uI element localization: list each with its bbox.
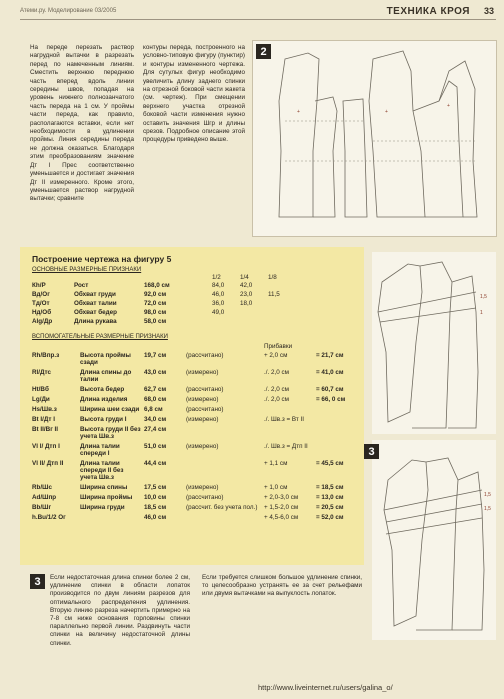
cell-value: 43,0 см	[144, 369, 167, 376]
cell-value: 6,8 см	[144, 406, 163, 413]
svg-text:+: +	[385, 109, 388, 115]
cell-value: 44,4 см	[144, 460, 167, 467]
cell-result: = 41,0 см	[316, 369, 344, 376]
aux-header: Прибавки	[264, 343, 293, 350]
cell-code: Rl/Дтс	[32, 369, 52, 376]
cell-note: (рассчит. без учета пол.)	[186, 504, 258, 511]
figure-front-drawing	[372, 252, 496, 434]
bottom-text-col2: Если требуется слишком большое удлинение спинки, то целесообразно устранять ее за счет рельефами или двумя вытачками на выпуклость лопаток.	[202, 574, 362, 598]
cell-value: 34,0 см	[144, 416, 167, 423]
cell-f1: 84,0	[212, 282, 225, 289]
cell-add: + 4,5-6,0 см	[264, 514, 299, 521]
cell-value: 18,5 см	[144, 504, 167, 511]
cell-code: Ht/Вб	[32, 386, 49, 393]
cell-note: (измерено)	[186, 484, 219, 491]
cell-code: Кh/Р	[32, 282, 46, 289]
cell-result: = 45,5 см	[316, 460, 344, 467]
cell-value: 27,4 см	[144, 426, 167, 433]
cell-code: Vl II/ Дтп II	[32, 460, 64, 467]
svg-text:+: +	[297, 109, 300, 115]
cell-value: 92,0 см	[144, 291, 167, 298]
cell-result: = 52,0 см	[316, 514, 344, 521]
cell-result: = 66, 0 см	[316, 396, 346, 403]
cell-result: = 18,5 см	[316, 484, 344, 491]
cell-note: (измерено)	[186, 443, 219, 450]
page-number: 33	[483, 6, 494, 16]
cell-code: Bt II/Вг II	[32, 426, 59, 433]
cell-value: 62,7 см	[144, 386, 167, 393]
cell-code: Тд/От	[32, 300, 50, 307]
header-publication: Атеми.ру. Моделирование 03/2005	[20, 8, 117, 14]
main-section-title: ОСНОВНЫЕ РАЗМЕРНЫЕ ПРИЗНАКИ	[32, 267, 142, 273]
cell-note: (рассчитано)	[186, 352, 224, 359]
cell-f2: 23,0	[240, 291, 253, 298]
cell-value: 98,0 см	[144, 309, 167, 316]
cell-name: Длина спины до талии	[80, 369, 132, 383]
cell-f3: 11,5	[268, 291, 280, 298]
svg-text:1: 1	[480, 310, 483, 316]
svg-text:1,5: 1,5	[484, 492, 491, 498]
aux-section-title: ВСПОМОГАТЕЛЬНЫЕ РАЗМЕРНЫЕ ПРИЗНАКИ	[32, 334, 168, 340]
svg-text:+: +	[447, 103, 450, 109]
header-rule	[20, 19, 496, 20]
cell-name: Высота груди II без учета Шв.з	[80, 426, 141, 440]
cell-result: = 21,7 см	[316, 352, 344, 359]
section-3-badge: 3	[30, 574, 45, 589]
cell-name: Обхват бедер	[74, 309, 117, 316]
cell-code: Rb/Шс	[32, 484, 52, 491]
cell-code: Hs/Шв.з	[32, 406, 57, 413]
cell-code: Вд/Ог	[32, 291, 50, 298]
cell-name: Обхват груди	[74, 291, 116, 298]
fraction-header: 1/4	[240, 274, 249, 281]
cell-add: + 2,0 см	[264, 352, 288, 359]
cell-code: Ad/Шпр	[32, 494, 57, 501]
cell-f2: 42,0	[240, 282, 253, 289]
cell-result: = 20,5 см	[316, 504, 344, 511]
cell-add: ./. Шв.з = Дтп II	[264, 443, 308, 450]
cell-name: Длина талии спереди II без учета Шв.з	[80, 460, 124, 481]
svg-text:1,5: 1,5	[484, 506, 491, 512]
intro-text-col1: На переде перезать раствор нагрудной вытачки в разрезать перед по намеченным линиям. Сместить верхнюю переднюю часть вперед вдоль линии середины швов, попадая на уровень нижнего полнозанчатого часть переда на 1 см. У проймы части переда, как правило, располагаются вставки, если нет необходимости в удлинении проймы. Линия середины переда не должна оказаться. Благодаря этим преобразованиям значение Дт I Прес соответственно уменьшается и достигает значения Дт II измеренного. Кроме этого, уменьшается раствор нагрудной вытачки; сравните	[30, 44, 134, 203]
cell-name: Ширина шеи сзади	[80, 406, 140, 413]
cell-result: = 13,0 см	[316, 494, 344, 501]
figure-3-number: 3	[364, 444, 379, 459]
bottom-text-col1: Если недостаточная длина спинки более 2 см, удлинение спинки в области лопаток производится по двум линиям разрезов для оптимального распределения удлинения. Вторую линию разреза начертить примерно на 7-8 см ниже основания горловины спинки параллельно первой линии. Раздвинуть части спинки на величину недостаточной длины спинки.	[50, 574, 190, 647]
figure-3-drawing	[372, 440, 496, 640]
intro-text-col2: контуры переда, построенного на условно-типовую фигуру (пунктир) и контуры измененного чертежа. Для сутулых фигур необходимо увеличить длину заднего спинки на отрезной боковой части жакета (см. чертеж). При смещении верхнего участка отрезной боковой части изменения нужно оставить значения Шгр и длины срезов. Подробное описание этой процедуры приведено выше.	[143, 44, 245, 144]
cell-code: h.Bu/1/2 Ог	[32, 514, 66, 521]
cell-add: ./. 2,0 см	[264, 386, 289, 393]
figure-2-drawing	[253, 41, 496, 236]
cell-add: ./. Шв.з = Вт II	[264, 416, 305, 423]
cell-f2: 18,0	[240, 300, 253, 307]
cell-code: Alg/Др	[32, 318, 53, 325]
cell-name: Длина талии спереди I	[80, 443, 120, 457]
cell-add: + 1,5-2,0 см	[264, 504, 299, 511]
figure-front-pattern	[372, 252, 496, 434]
cell-name: Длина изделия	[80, 396, 128, 403]
footer-url: http://www.liveinternet.ru/users/galina_o/	[258, 683, 393, 692]
figure-3-pattern	[368, 440, 496, 640]
cell-code: Rh/Впр.з	[32, 352, 60, 359]
cell-code: Vl I/ Дтп I	[32, 443, 60, 450]
cell-note: (рассчитано)	[186, 406, 224, 413]
fraction-header: 1/2	[212, 274, 221, 281]
cell-name: Длина рукава	[74, 318, 117, 325]
cell-code: Lg/Ди	[32, 396, 50, 403]
cell-add: ./. 2,0 см	[264, 396, 289, 403]
svg-text:1,5: 1,5	[480, 294, 487, 300]
cell-add: + 1,1 см	[264, 460, 288, 467]
cell-note: (измерено)	[186, 416, 219, 423]
cell-note: (рассчитано)	[186, 494, 224, 501]
cell-add: + 2,0-3,0 см	[264, 494, 299, 501]
cell-name: Высота бедер	[80, 386, 125, 393]
cell-name: Рост	[74, 282, 89, 289]
size-table	[20, 247, 364, 565]
cell-add: + 1,0 см	[264, 484, 288, 491]
cell-value: 10,0 см	[144, 494, 167, 501]
cell-name: Ширина груди	[80, 504, 125, 511]
cell-name: Обхват талии	[74, 300, 117, 307]
figure-2-number: 2	[256, 44, 271, 59]
cell-f1: 46,0	[212, 291, 225, 298]
cell-note: (измерено)	[186, 396, 219, 403]
cell-value: 68,0 см	[144, 396, 167, 403]
header-section-title: ТЕХНИКА КРОЯ	[386, 6, 470, 17]
table-title: Построение чертежа на фигуру 5	[32, 254, 172, 264]
cell-value: 168,0 см	[144, 282, 170, 289]
cell-code: Bb/Шг	[32, 504, 52, 511]
cell-value: 72,0 см	[144, 300, 167, 307]
cell-value: 17,5 см	[144, 484, 167, 491]
cell-value: 46,0 см	[144, 514, 167, 521]
fraction-header: 1/8	[268, 274, 277, 281]
cell-name: Ширина проймы	[80, 494, 133, 501]
cell-name: Ширина спины	[80, 484, 128, 491]
cell-code: Нд/Об	[32, 309, 52, 316]
cell-value: 51,0 см	[144, 443, 167, 450]
cell-name: Высота груди I	[80, 416, 127, 423]
cell-note: (рассчитано)	[186, 386, 224, 393]
cell-name: Высота проймы сзади	[80, 352, 131, 366]
cell-f1: 49,0	[212, 309, 225, 316]
cell-add: ./. 2,0 см	[264, 369, 289, 376]
cell-code: Bt I/Дт I	[32, 416, 55, 423]
cell-note: (измерено)	[186, 369, 219, 376]
cell-value: 19,7 см	[144, 352, 167, 359]
cell-value: 58,0 см	[144, 318, 167, 325]
figure-2-pattern	[252, 40, 497, 237]
cell-f1: 36,0	[212, 300, 225, 307]
cell-result: = 60,7 см	[316, 386, 344, 393]
